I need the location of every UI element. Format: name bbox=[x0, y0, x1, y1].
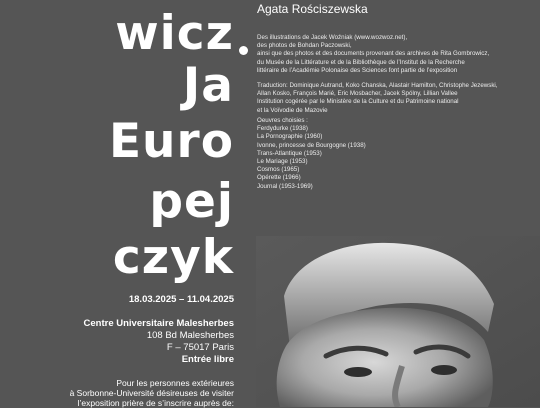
works-heading: Oeuvres choisies : bbox=[257, 117, 308, 124]
work-item: Ivonne, princesse de Bourgogne (1938) bbox=[257, 141, 366, 149]
title-word: wicz bbox=[115, 6, 234, 61]
work-item: Cosmos (1965) bbox=[257, 166, 300, 174]
title-word: Ja bbox=[182, 58, 234, 113]
work-item: La Pornographie (1960) bbox=[257, 133, 323, 141]
title-word: Euro bbox=[108, 114, 234, 169]
author-name: Agata Rościszewska bbox=[257, 2, 368, 16]
title-word: czyk bbox=[112, 230, 234, 285]
credits-line: Des illustrations de Jacek Woźniak (www.wozwoz.net), bbox=[257, 34, 408, 41]
note-line: Pour les personnes extérieures bbox=[116, 378, 234, 388]
work-item: Trans-Atlantique (1953) bbox=[257, 149, 322, 157]
translation-line: Institution cogérée par le Ministère de la Culture et du Patrimoine national bbox=[257, 98, 459, 106]
title-dot bbox=[239, 46, 248, 55]
note-line: l’exposition prière de s’inscrire auprès de: bbox=[77, 398, 234, 408]
venue-city: F – 75017 Paris bbox=[166, 342, 234, 353]
works-list bbox=[257, 117, 366, 191]
registration-note bbox=[70, 378, 234, 408]
portrait-image bbox=[256, 236, 540, 407]
work-item: Journal (1953-1969) bbox=[257, 182, 313, 190]
venue-name: Centre Universitaire Malesherbes bbox=[83, 318, 234, 329]
work-item: Ferdydurke (1938) bbox=[257, 125, 308, 133]
translation-line: Traduction: Dominique Autrand, Koko Chanska, Alastair Hamilton, Christophe Jezewski, bbox=[257, 82, 498, 89]
venue-street: 108 Bd Malesherbes bbox=[146, 330, 234, 341]
venue-block bbox=[84, 318, 234, 366]
author-portrait-photo bbox=[256, 236, 540, 407]
venue-entry: Entrée libre bbox=[181, 354, 234, 365]
credits-line: des photos de Bohdan Paczowski, bbox=[257, 42, 352, 50]
exhibition-dates: 18.03.2025 – 11.04.2025 bbox=[128, 294, 234, 305]
work-item: Opérette (1966) bbox=[257, 174, 301, 182]
translation-line: Allan Kosko, François Marié, Eric Mosbacher, Jacek Spólny, Lillian Vallee bbox=[257, 90, 458, 98]
note-line: à Sorbonne-Université désireuses de visiter bbox=[69, 388, 234, 398]
translation-block bbox=[257, 82, 498, 115]
credits-block bbox=[257, 34, 489, 75]
credits-line: ainsi que des photos et des documents provenant des archives de Rita Gombrowicz, bbox=[257, 50, 490, 58]
credits-line: du Musée de la Littérature et de la Bibliothèque de l’Institut de la Recherche bbox=[257, 58, 465, 66]
title-word: pej bbox=[149, 174, 234, 229]
work-item: Le Mariage (1953) bbox=[257, 158, 308, 166]
translation-line: et la Voïvodie de Mazovie bbox=[257, 106, 328, 114]
credits-line: littéraire de l’Académie Polonaise des Sciences font partie de l’exposition bbox=[257, 66, 458, 74]
